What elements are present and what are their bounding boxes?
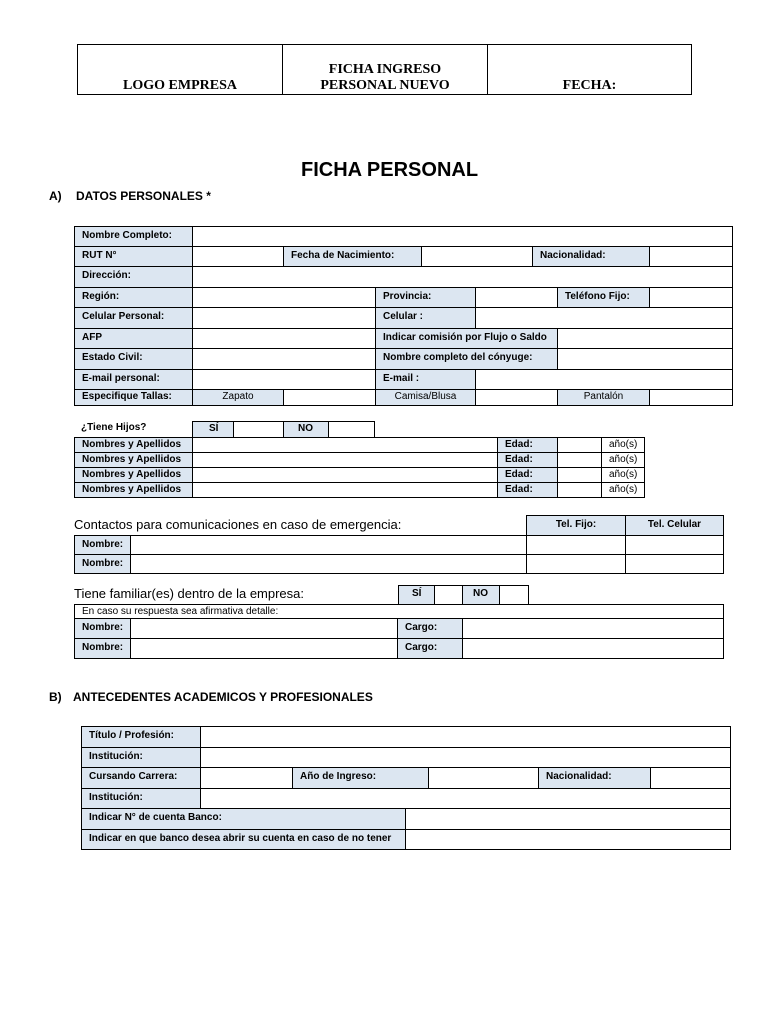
familiar-no-box[interactable] xyxy=(499,585,529,605)
hijo-edad-field[interactable] xyxy=(557,467,602,483)
familiar-nombre2-field[interactable] xyxy=(130,638,398,659)
hijo-name-label: Nombres y Apellidos xyxy=(74,482,193,498)
hijo-edad-unit: año(s) xyxy=(601,467,645,483)
nombre-completo-label: Nombre Completo: xyxy=(74,226,193,247)
institucion1-label: Institución: xyxy=(81,747,201,768)
nacionalidad-b-field[interactable] xyxy=(650,767,731,789)
logo-text: LOGO EMPRESA xyxy=(123,78,237,93)
section-a-letter: A) xyxy=(49,189,62,203)
emergencia-telcel2-field[interactable] xyxy=(625,554,724,574)
hijo-name-field[interactable] xyxy=(192,467,498,483)
familiar-nombre2-label: Nombre: xyxy=(74,638,131,659)
familiar-cargo1-field[interactable] xyxy=(462,618,724,639)
emergencia-nombre1-label: Nombre: xyxy=(74,535,131,555)
celular-field[interactable] xyxy=(475,307,733,329)
estado-civil-field[interactable] xyxy=(192,348,376,370)
emergencia-telcel1-field[interactable] xyxy=(625,535,724,555)
titulo-label: Título / Profesión: xyxy=(81,726,201,748)
celular-label: Celular : xyxy=(375,307,476,329)
tallas-label: Especifique Tallas: xyxy=(74,389,193,406)
email-field[interactable] xyxy=(475,369,733,390)
titulo-field[interactable] xyxy=(200,726,731,748)
fecha-nacimiento-label: Fecha de Nacimiento: xyxy=(283,246,422,267)
familiar-si-box[interactable] xyxy=(434,585,463,605)
tel-celular-header: Tel. Celular xyxy=(625,515,724,536)
familiar-si-label: SÍ xyxy=(398,585,435,605)
email-personal-field[interactable] xyxy=(192,369,376,390)
familiar-nombre1-label: Nombre: xyxy=(74,618,131,639)
hijos-no-label: NO xyxy=(283,421,329,438)
header-date-cell xyxy=(487,44,692,95)
hijo-name-label: Nombres y Apellidos xyxy=(74,437,193,453)
pantalon-field[interactable] xyxy=(649,389,733,406)
nombre-completo-field[interactable] xyxy=(192,226,733,247)
emergencia-telfijo1-field[interactable] xyxy=(526,535,626,555)
section-b-heading: ANTECEDENTES ACADEMICOS Y PROFESIONALES xyxy=(73,690,373,704)
hijo-name-field[interactable] xyxy=(192,482,498,498)
familiar-cargo1-label: Cargo: xyxy=(397,618,463,639)
hijo-edad-label: Edad: xyxy=(497,452,558,468)
institucion2-label: Institución: xyxy=(81,788,201,809)
hijo-edad-unit: año(s) xyxy=(601,437,645,453)
afp-field[interactable] xyxy=(192,328,376,349)
hijo-name-label: Nombres y Apellidos xyxy=(74,452,193,468)
hijo-name-label: Nombres y Apellidos xyxy=(74,467,193,483)
hijo-edad-unit: año(s) xyxy=(601,452,645,468)
pantalon-label: Pantalón xyxy=(557,389,650,406)
banco-abrir-label: Indicar en que banco desea abrir su cuenta en caso de no tener xyxy=(81,829,406,850)
hijo-edad-field[interactable] xyxy=(557,482,602,498)
nacionalidad-b-label: Nacionalidad: xyxy=(538,767,651,789)
afp-label: AFP xyxy=(74,328,193,349)
page-title: FICHA PERSONAL xyxy=(301,159,479,181)
banco-abrir-field[interactable] xyxy=(405,829,731,850)
hijos-si-box[interactable] xyxy=(233,421,284,438)
direccion-field[interactable] xyxy=(192,266,733,288)
emergencia-telfijo2-field[interactable] xyxy=(526,554,626,574)
celular-personal-label: Celular Personal: xyxy=(74,307,193,329)
form-title-line2: PERSONAL NUEVO xyxy=(320,78,450,93)
hijo-name-field[interactable] xyxy=(192,437,498,453)
institucion2-field[interactable] xyxy=(200,788,731,809)
zapato-label: Zapato xyxy=(192,389,284,406)
hijo-edad-field[interactable] xyxy=(557,437,602,453)
tel-fijo-header: Tel. Fijo: xyxy=(526,515,626,536)
familiar-nombre1-field[interactable] xyxy=(130,618,398,639)
comision-field[interactable] xyxy=(557,328,733,349)
familiar-heading: Tiene familiar(es) dentro de la empresa: xyxy=(74,586,305,601)
hijo-edad-label: Edad: xyxy=(497,437,558,453)
cursando-field[interactable] xyxy=(200,767,293,789)
section-b-letter: B) xyxy=(49,690,62,704)
rut-field[interactable] xyxy=(192,246,284,267)
rut-label: RUT N° xyxy=(74,246,193,267)
hijo-edad-label: Edad: xyxy=(497,467,558,483)
familiar-no-label: NO xyxy=(462,585,500,605)
familiar-detalle: En caso su respuesta sea afirmativa detalle: xyxy=(74,604,724,619)
hijo-edad-label: Edad: xyxy=(497,482,558,498)
emergencia-nombre1-field[interactable] xyxy=(130,535,527,555)
emergencia-heading: Contactos para comunicaciones en caso de emergencia: xyxy=(74,517,402,532)
ano-ingreso-field[interactable] xyxy=(428,767,539,789)
form-title-line1: FICHA INGRESO xyxy=(328,62,442,77)
date-label: FECHA: xyxy=(562,78,617,93)
cuenta-banco-field[interactable] xyxy=(405,808,731,830)
camisa-label: Camisa/Blusa xyxy=(375,389,476,406)
ano-ingreso-label: Año de Ingreso: xyxy=(292,767,429,789)
provincia-label: Provincia: xyxy=(375,287,476,308)
familiar-cargo2-field[interactable] xyxy=(462,638,724,659)
cuenta-banco-label: Indicar N° de cuenta Banco: xyxy=(81,808,406,830)
conyuge-label: Nombre completo del cónyuge: xyxy=(375,348,558,370)
direccion-label: Dirección: xyxy=(74,266,193,288)
hijos-si-label: SÍ xyxy=(192,421,234,438)
hijo-edad-field[interactable] xyxy=(557,452,602,468)
header-title-cell xyxy=(282,44,488,95)
fecha-nacimiento-field[interactable] xyxy=(421,246,533,267)
familiar-cargo2-label: Cargo: xyxy=(397,638,463,659)
email-personal-label: E-mail personal: xyxy=(74,369,193,390)
camisa-field[interactable] xyxy=(475,389,558,406)
region-label: Región: xyxy=(74,287,193,308)
zapato-field[interactable] xyxy=(283,389,376,406)
comision-label: Indicar comisión por Flujo o Saldo xyxy=(375,328,558,349)
telefono-fijo-label: Teléfono Fijo: xyxy=(557,287,650,308)
celular-personal-field[interactable] xyxy=(192,307,376,329)
telefono-fijo-field[interactable] xyxy=(649,287,733,308)
hijo-edad-unit: año(s) xyxy=(601,482,645,498)
emergencia-nombre2-label: Nombre: xyxy=(74,554,131,574)
tiene-hijos-label: ¿Tiene Hijos? xyxy=(81,422,147,433)
emergencia-nombre2-field[interactable] xyxy=(130,554,527,574)
conyuge-field[interactable] xyxy=(557,348,733,370)
nacionalidad-field[interactable] xyxy=(649,246,733,267)
nacionalidad-label: Nacionalidad: xyxy=(532,246,650,267)
section-a-heading: DATOS PERSONALES * xyxy=(76,189,211,203)
hijos-no-box[interactable] xyxy=(328,421,375,438)
region-field[interactable] xyxy=(192,287,376,308)
cursando-label: Cursando Carrera: xyxy=(81,767,201,789)
hijo-name-field[interactable] xyxy=(192,452,498,468)
institucion1-field[interactable] xyxy=(200,747,731,768)
provincia-field[interactable] xyxy=(475,287,558,308)
email-label: E-mail : xyxy=(375,369,476,390)
estado-civil-label: Estado Civil: xyxy=(74,348,193,370)
header-logo-cell xyxy=(77,44,283,95)
